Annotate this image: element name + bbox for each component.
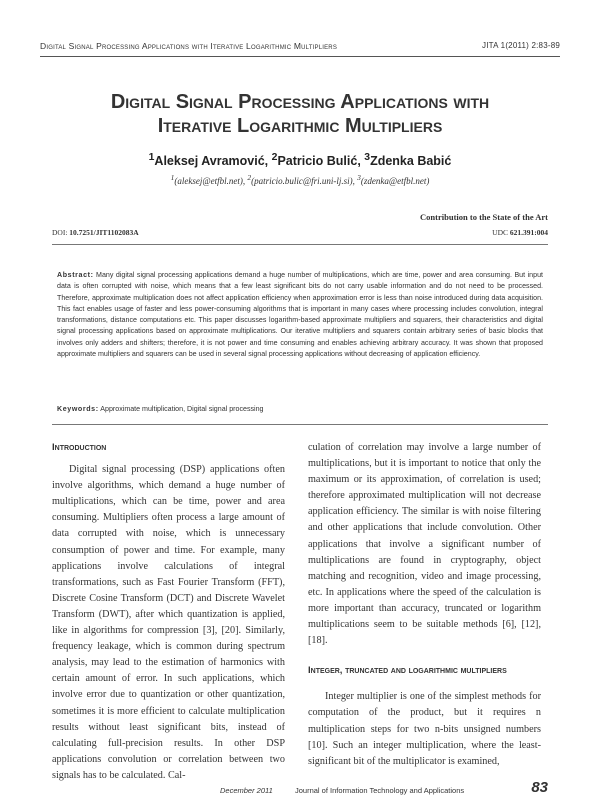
section-heading-introduction: Introduction — [52, 442, 107, 453]
doi-label: DOI: — [52, 228, 68, 237]
author-3: Zdenka Babić — [370, 154, 452, 169]
paper-title — [40, 90, 560, 138]
footer-journal: Journal of Information Technology and Applications — [295, 786, 465, 795]
section-heading-multipliers: Integer, truncated and logarithmic multipliers — [308, 665, 507, 677]
author-1-affiliation: 1 — [148, 152, 155, 163]
email-1-affiliation: 1 — [170, 173, 175, 182]
author-3-affiliation: 3 — [364, 152, 371, 163]
keywords — [57, 405, 543, 413]
udc-label: UDC — [492, 228, 508, 237]
abstract — [57, 270, 543, 360]
body-column-left — [52, 440, 285, 784]
running-head-citation: JITA 1(2011) 2:83-89 — [482, 41, 560, 50]
abstract-top-divider — [52, 244, 548, 245]
email-3-affiliation: 3 — [357, 173, 361, 182]
udc-value: 621.391:004 — [509, 228, 548, 237]
abstract-bottom-divider — [52, 424, 548, 425]
paper-title-line-2: Iterative Logarithmic Multipliers — [157, 115, 443, 137]
intro-paragraph-1-continued: culation of correlation may involve a large number of multiplications, but it is important to notice that only the maximum or its approximation, of correlation is used; therefore approximated multiplication will not decrease application efficiency. The similar is with noise filtering and other applications that include convolution. Other applications that involve a significant number of multiplications are found in cryptography, object matching and recognition, video and image processing, etc. In applications where the speed of the calculation is more important than accuracy, truncated or logarithm multiplications seem to be suitable methods [6], [12], [18]. — [308, 442, 541, 647]
keywords-label: Keywords: — [57, 405, 99, 413]
abstract-text: Many digital signal processing applications demand a huge number of multiplications, which are time, power and area consuming. But input data is often corrupted with noise, which means that a few least significant bits do not carry usable information and do not need to be processed. Therefore, approximate multiplication does not affect application efficiency when approximation error is less than noise introduced during data acquisition. This fact enables usage of faster and less power-consuming algorithms that is important in many cases where processing includes convolution, integral transformations, distance computations etc. This paper discusses logarithm-based approximate multipliers and squarers, their characteristics and digital signal processing applications based on approximate multiplications. Our iterative multipliers and squarers contain arbitrary series of basic blocks that involves only adders and shifters; therefore, it is not power and time consuming and enables achieving arbitrary accuracy. It was shown that proposed approximate multipliers and squarers can be used in several signal processing applications without decreasing of application efficiency. — [57, 271, 543, 358]
keywords-text: Approximate multiplication, Digital signal processing — [100, 405, 264, 413]
running-head-title: Digital Signal Processing Applications with Iterative Logarithmic Multipliers — [40, 41, 338, 51]
author-2-affiliation: 2 — [271, 152, 278, 163]
page-number: 83 — [531, 779, 548, 796]
section2-paragraph-1: Integer multiplier is one of the simplest methods for computation of the product, but it requires n multiplication steps for two n-bits unsigned numbers [10]. Such an integer multiplication, where the least-significant bit of the multiplicator is examined, — [308, 691, 541, 767]
author-2: Patricio Bulić, — [277, 154, 361, 169]
email-1[interactable]: (aleksej@etfbl.net), — [174, 176, 246, 186]
abstract-label: Abstract: — [57, 271, 94, 279]
body-column-right — [308, 440, 541, 770]
author-list — [40, 152, 560, 168]
author-1: Aleksej Avramović, — [154, 154, 269, 169]
header-divider — [40, 56, 560, 57]
email-2[interactable]: (patricio.bulic@fri.uni-lj.si), — [251, 176, 355, 186]
footer-date: December 2011 — [220, 786, 273, 795]
doi-value[interactable]: 10.7251/JIT1102083A — [69, 228, 139, 237]
intro-paragraph-1: Digital signal processing (DSP) applications often involve algorithms, which demand a huge number of multiplications, which can be time, power and area consuming. Multipliers often process a large amount of data corrupted with noise, which is unnecessary consumption of power and time. For example, many applications involve calculations of integral transformations, such as Fast Fourier Transform (FFT), Discrete Cosine Transform (DCT) and Discrete Wavelet Transform (DWT), after which quantization is applied, like in algorithms for compression [3], [20]. Similarly, frequency leakage, which is common during spectrum analysis, may lead to the estimation of harmonics with certain amount of error. In such applications, which involve error due to quantization or other quantization, sometimes it is more efficient to calculate multiplication results without least significant bits, instead of calculating full-precision results. In other DSP applications convolution or correlation between two signals has to be calculated. Cal- — [52, 464, 285, 781]
doi — [52, 228, 139, 237]
contribution-type: Contribution to the State of the Art — [420, 212, 548, 222]
paper-title-line-1: Digital Signal Processing Applications with — [110, 91, 490, 113]
author-emails — [40, 173, 560, 186]
email-2-affiliation: 2 — [247, 173, 252, 182]
udc — [492, 228, 548, 237]
email-3[interactable]: (zdenka@etfbl.net) — [360, 176, 430, 186]
